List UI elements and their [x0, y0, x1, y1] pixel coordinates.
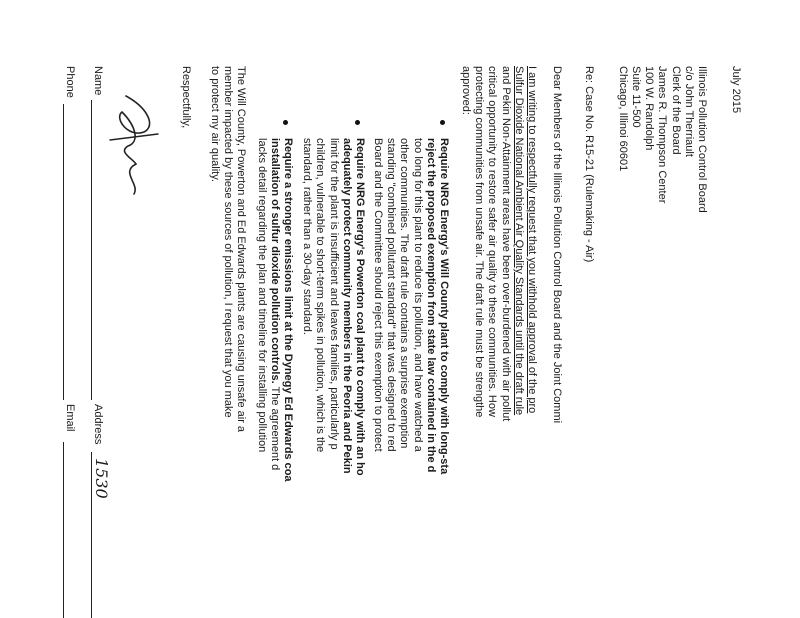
bullet-marker [355, 120, 360, 125]
recipient-line: c/o John Therriault [682, 66, 695, 157]
intro-line: protecting communities from unsafe air. The draft rule must be strengthe [473, 66, 486, 418]
email-field-line[interactable] [63, 442, 64, 618]
recipient-line: 100 W. Randolph [643, 66, 656, 151]
closing-paragraph [207, 66, 247, 432]
bullet-line: Board and the Committee should reject this exemption to protect [371, 138, 384, 452]
subject-line: Re: Case No. R15-21 (Rulemaking - Air) [583, 66, 595, 263]
bullet-line: standard, rather than a 30-day standard. [301, 138, 314, 335]
name-field-line[interactable] [91, 100, 92, 400]
intro-line: I am writing to respectfully request that you withhold approval of the pro [526, 66, 538, 414]
intro-line: Sulfur Dioxide National Ambient Air Quality Standards until the draft rule [512, 66, 525, 416]
bullet-bold-line: reject the proposed exemption from state law contained in the d [424, 138, 437, 473]
bullet-item [254, 138, 294, 482]
letter-date: July 2015 [730, 66, 742, 114]
bullet-bold-line: Require NRG Energy's Powerton coal plant to comply with an ho [354, 138, 366, 476]
bullet-line: children, vulnerable to short-term spikes in pollution, which is the [314, 138, 327, 453]
closing-line: to protect my air quality. [208, 66, 221, 182]
recipient-address [616, 66, 708, 213]
recipient-line: Suite 11-500 [629, 66, 642, 128]
intro-line: approved: [459, 66, 472, 115]
bullet-item [300, 138, 366, 476]
bullet-line: limit for the plant is insufficient and leaves families, particularly p [327, 138, 340, 450]
bullet-line: other communities. The draft rule contains a surprise exemption [398, 138, 411, 449]
bullet-bold-line: Require NRG Energy's Will County plant to comply with long-sta [438, 138, 450, 475]
bullet-line: lacks detail regarding the plan and timeline for installing pollution [255, 138, 268, 453]
recipient-line: Illinois Pollution Control Board [696, 66, 708, 213]
intro-line: and Pekin Non-Attainment areas have been over-burdened with air pollut [499, 66, 512, 422]
handwritten-signature [100, 86, 180, 206]
intro-paragraph [459, 66, 538, 421]
salutation: Dear Members of the Illinois Pollution Control Board and the Joint Commi [551, 66, 563, 424]
bullet-tail-segment: The agreement d [268, 383, 281, 471]
bullet-line: too long for this plant to reduce its pollution, and have watched a [411, 138, 424, 452]
recipient-line: James R. Thompson Center [656, 66, 669, 204]
signoff: Respectfully, [180, 66, 192, 129]
closing-line: member impacted by these sources of pollution, I request that you make [221, 66, 234, 418]
bullet-marker [440, 120, 445, 125]
bullet-bold-segment: installation of sulfur dioxide pollution controls. [268, 138, 281, 384]
recipient-line: Chicago, Illinoi 60601 [616, 66, 629, 172]
email-label: Email [64, 404, 76, 432]
recipient-line: Clerk of the Board [669, 66, 682, 155]
bullet-line: standing "combined pollutant standard" that was designed to red [385, 138, 398, 452]
name-label: Name [92, 66, 104, 96]
bullet-item [371, 138, 450, 474]
intro-line: critical opportunity to restore safer air quality to these communities. How [486, 66, 499, 417]
closing-line: The Will County, Powerton and Ed Edwards plants are causing unsafe air a [235, 66, 247, 433]
bullet-bold-line: Require a stronger emissions limit at the Dynegy Ed Edwards coa [282, 138, 294, 482]
address-handwritten-value: 1530 [92, 458, 111, 499]
bullet-line-mixed [268, 138, 281, 482]
phone-field-line[interactable] [63, 104, 64, 400]
bullet-marker [283, 120, 288, 125]
bullet-bold-line: adequately protect community members in the Peoria and Pekin [340, 138, 353, 474]
address-label: Address [92, 404, 104, 445]
phone-label: Phone [64, 66, 76, 98]
